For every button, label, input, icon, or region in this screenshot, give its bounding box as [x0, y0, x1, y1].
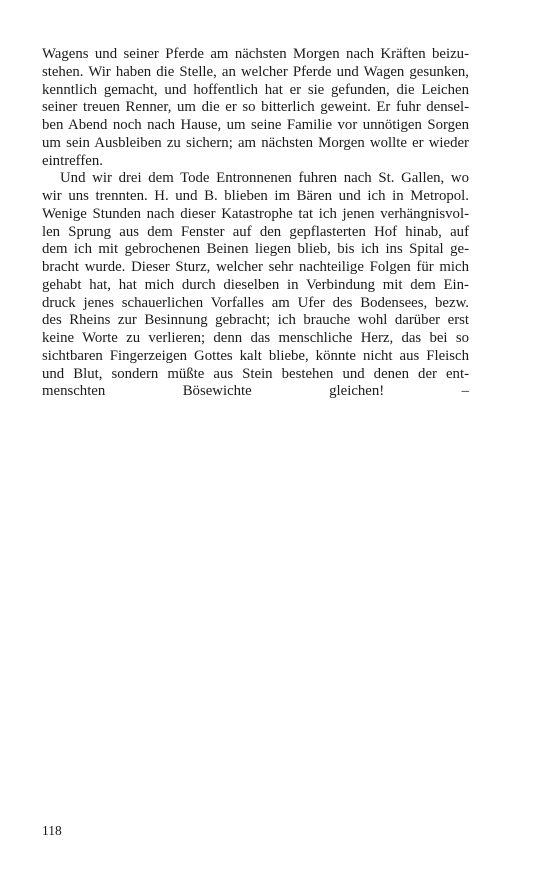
text-line: seiner treuen Renner, um die er so bitterlich geweint. Er fuhr densel- [42, 99, 469, 116]
text-line: dem ich mit gebrochenen Beinen liegen blieb, bis ich ins Spital ge- [42, 241, 469, 258]
text-line: Wenige Stunden nach dieser Katastrophe tat ich jenen verhängnisvol- [42, 205, 469, 222]
text-line [42, 419, 469, 437]
text-line: ben Abend noch nach Hause, um seine Familie vor unnötigen Sorgen [42, 117, 469, 133]
text-line: Wagens und seiner Pferde am nächsten Morgen nach Kräften beizu- [42, 46, 469, 62]
paragraph-2 [42, 170, 469, 436]
text-line: kenntlich gemacht, und hoffentlich hat er sie gefunden, die Leichen [42, 81, 469, 98]
text-line: menschten Bösewichte gleichen! – [42, 383, 469, 400]
text-line: und Blut, sondern müßte aus Stein bestehen und denen der ent- [42, 365, 469, 382]
body-text [42, 46, 469, 437]
text-line: len Sprung aus dem Fenster auf den gepflasterten Hof hinab, auf [42, 223, 469, 240]
text-line: bracht wurde. Dieser Sturz, welcher sehr nachteilige Folgen für mich [42, 259, 469, 275]
text-line: wir uns trennten. H. und B. blieben im Bären und ich in Metropol. [42, 188, 469, 204]
text-line: eintreffen. [42, 152, 103, 169]
text-line: sichtbaren Fingerzeigen Gottes kalt bliebe, könnte nicht aus Fleisch [42, 347, 469, 364]
text-line [42, 401, 469, 419]
text-line: Und wir drei dem Tode Entronnenen fuhren nach St. Gallen, wo [60, 170, 469, 187]
text-line: des Rheins zur Besinnung gebracht; ich brauche wohl darüber erst [42, 312, 469, 329]
paragraph-1 [42, 46, 469, 170]
text-line: gehabt hat, hat mich durch dieselben in Verbindung mit dem Ein- [42, 276, 469, 293]
page-number: 118 [42, 823, 62, 838]
text-line: druck jenes schauerlichen Vorfalles am Ufer des Bodensees, bezw. [42, 294, 469, 311]
text-line: stehen. Wir haben die Stelle, an welcher Pferde und Wagen gesunken, [42, 63, 469, 80]
text-line: keine Worte zu verlieren; denn das menschliche Herz, das bei so [42, 330, 469, 346]
text-line: um sein Ausbleiben zu sichern; am nächsten Morgen wollte er wieder [42, 134, 469, 151]
